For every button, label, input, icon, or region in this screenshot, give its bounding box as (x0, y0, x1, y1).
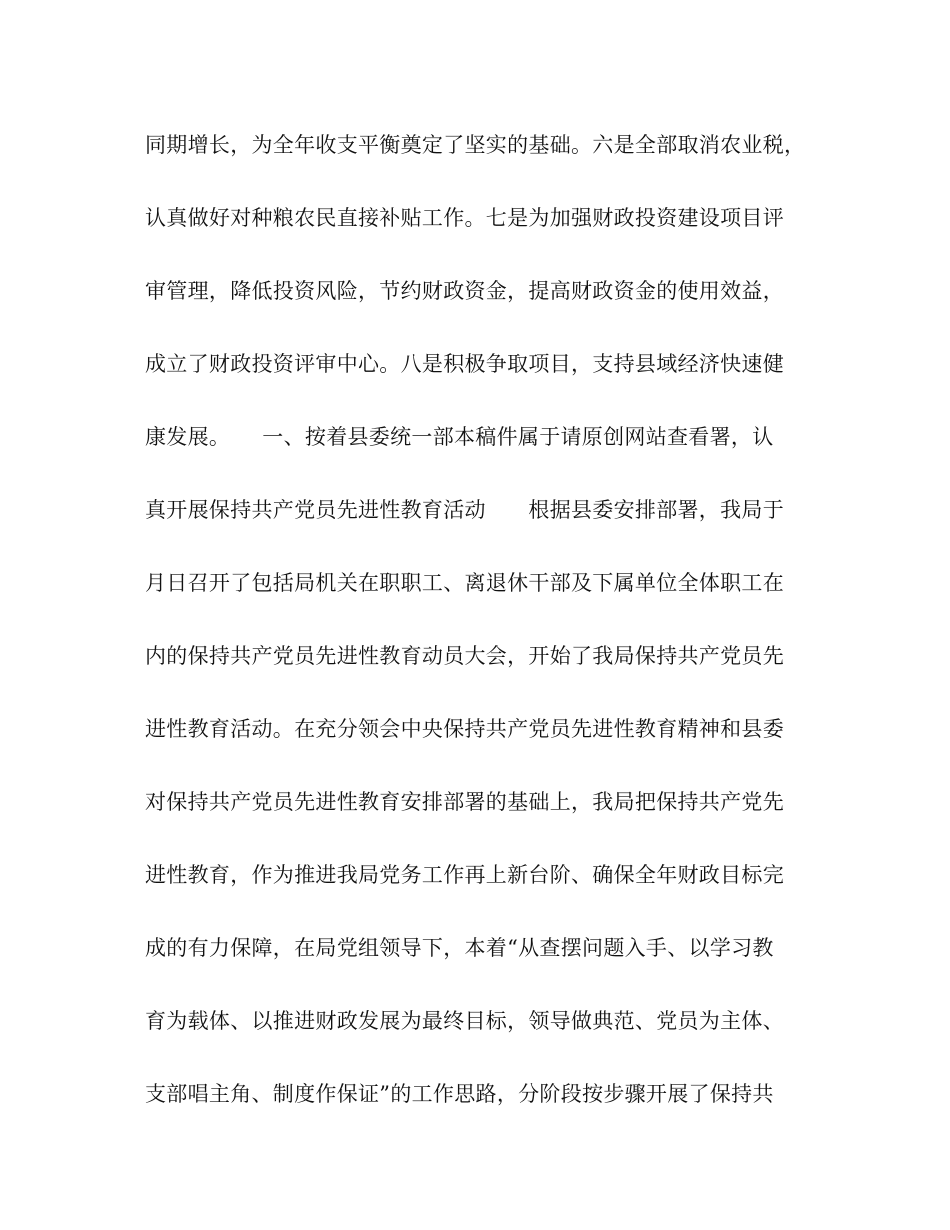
text-line: 育为载体、以推进财政发展为最终目标，领导做典范、党员为主体、 (145, 1009, 784, 1033)
text-line: 支部唱主角、制度作保证”的工作思路，分阶段按步骤开展了保持共 (145, 1082, 774, 1106)
text-line: 康发展。 一、按着县委统一部本稿件属于请原创网站查看署，认 (145, 425, 774, 449)
text-line: 内的保持共产党员先进性教育动员大会，开始了我局保持共产党员先 (145, 644, 784, 668)
text-line: 真开展保持共产党员先进性教育活动 根据县委安排部署，我局于 (145, 498, 784, 522)
text-line: 进性教育，作为推进我局党务工作再上新台阶、确保全年财政目标完 (145, 863, 784, 887)
body-text (145, 124, 805, 1146)
text-line: 成立了财政投资评审中心。八是积极争取项目，支持县域经济快速健 (145, 352, 784, 376)
text-line: 进性教育活动。在充分领会中央保持共产党员先进性教育精神和县委 (145, 717, 784, 741)
text-line: 月日召开了包括局机关在职职工、离退休干部及下属单位全体职工在 (145, 571, 784, 595)
text-line: 认真做好对种粮农民直接补贴工作。七是为加强财政投资建设项目评 (145, 206, 784, 230)
text-line: 对保持共产党员先进性教育安排部署的基础上，我局把保持共产党先 (145, 790, 784, 814)
text-line: 同期增长，为全年收支平衡奠定了坚实的基础。六是全部取消农业税， (145, 133, 806, 157)
text-line: 成的有力保障，在局党组领导下，本着“从查摆问题入手、以学习教 (145, 936, 774, 960)
text-line: 审管理，降低投资风险，节约财政资金，提高财政资金的使用效益， (145, 279, 784, 303)
